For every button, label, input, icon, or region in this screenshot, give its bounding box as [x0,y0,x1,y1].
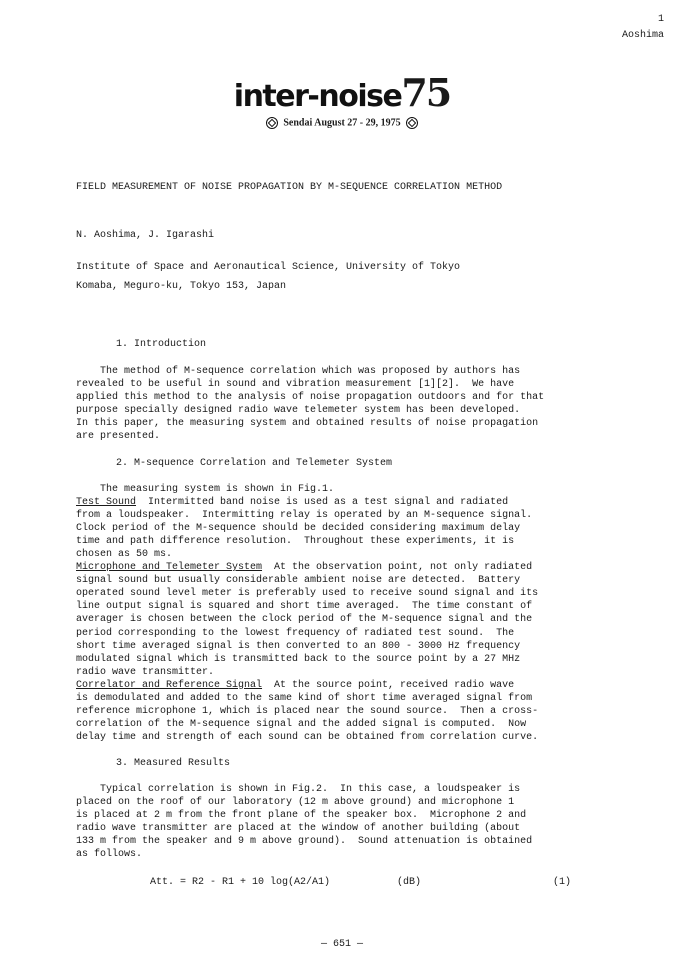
seal-icon [266,117,278,129]
text-line: averager is chosen between the clock period of the M-sequence signal and the [76,614,533,626]
text-line: operated sound level meter is preferably used to receive sound signal and its [76,588,539,600]
text-line: modulated signal which is transmitted back to the source point by a 27 MHz [76,653,521,665]
text-line: signal sound but usually considerable ambient noise are detected. Battery [76,575,521,587]
text-run: At the source point, received radio wave [262,679,515,691]
affiliation-line-2: Komaba, Meguro-ku, Tokyo 153, Japan [76,281,287,292]
conference-logo [0,70,684,129]
text-line: delay time and strength of each sound can be obtained from correlation curve. [76,731,539,743]
text-line: are presented. [76,431,161,443]
section-heading-system: 2. M-sequence Correlation and Telemeter System [116,458,393,469]
subsection-label-correlator: Correlator and Reference Signal [76,679,263,691]
conference-subtitle [0,117,684,129]
affiliation-line-1: Institute of Space and Aeronautical Science, University of Tokyo [76,262,461,273]
page-number: 1 [657,14,664,25]
page-folio: — 651 — [320,939,363,950]
text-line: Typical correlation is shown in Fig.2. In this case, a loudspeaker is [76,784,521,795]
text-line: applied this method to the analysis of noise propagation outdoors and for that [76,392,545,404]
section-body-results [76,783,596,861]
subsection-label-test-sound: Test Sound [76,497,137,509]
text-line: Clock period of the M-sequence should be decided considering maximum delay [76,523,521,535]
subsection-line [76,679,596,692]
logo-text: inter-noise [233,79,402,114]
text-run: At the observation point, not only radiated [262,562,533,574]
text-line: purpose specially designed radio wave telemeter system has been developed. [76,405,521,417]
conference-dates: Sendai August 27 - 29, 1975 [283,117,401,129]
text-line: placed on the roof of our laboratory (12 m above ground) and microphone 1 [76,797,515,809]
section-heading-results: 3. Measured Results [116,758,231,769]
text-line: The measuring system is shown in Fig.1. [76,484,335,495]
text-line: In this paper, the measuring system and obtained results of noise propagation [76,418,539,430]
text-line: is placed at 2 m from the front plane of the speaker box. Microphone 2 and [76,810,527,822]
subsection-line [76,496,596,509]
text-run: Intermitted band noise is used as a test signal and radiated [136,497,509,509]
text-line: revealed to be useful in sound and vibration measurement [1][2]. We have [76,379,515,391]
text-line: short time averaged signal is then converted to an 800 - 3000 Hz frequency [76,640,521,652]
text-line: as follows. [76,849,143,861]
section-heading-introduction: 1. Introduction [116,339,207,350]
text-line: line output signal is squared and short time averaged. The time constant of [76,601,533,613]
page-header [622,12,664,44]
section-body-introduction [76,365,596,443]
section-body-system [76,483,596,744]
text-line: radio wave transmitter. [76,666,215,678]
seal-icon [406,117,418,129]
text-line: The method of M-sequence correlation which was proposed by authors has [76,366,521,377]
equation-expression: Att. = R2 - R1 + 10 log(A2/A1) [150,877,331,888]
text-line: radio wave transmitter are placed at the window of another building (about [76,823,521,835]
text-line: correlation of the M-sequence signal and the added signal is computed. Now [76,718,527,730]
text-line: from a loudspeaker. Intermitting relay is operated by an M-sequence signal. [76,510,533,522]
text-line: time and path difference resolution. Throughout these experiments, it is [76,536,515,548]
paper-title: FIELD MEASUREMENT OF NOISE PROPAGATION BY M-SEQUENCE CORRELATION METHOD [76,182,503,193]
author-tag: Aoshima [621,30,664,41]
equation-number: (1) [553,877,572,888]
text-line: chosen as 50 ms. [76,549,173,561]
subsection-line [76,561,596,574]
text-line: 133 m from the speaker and 9 m above ground). Sound attenuation is obtained [76,836,533,848]
paper-authors: N. Aoshima, J. Igarashi [76,230,215,241]
subsection-label-telemeter: Microphone and Telemeter System [76,562,263,574]
text-line: is demodulated and added to the same kind of short time averaged signal from [76,692,533,704]
text-line: period corresponding to the lowest frequency of radiated test sound. The [76,627,515,639]
text-line: reference microphone 1, which is placed near the sound source. Then a cross- [76,705,539,717]
logo-wordmark [0,70,684,115]
equation-unit: (dB) [397,877,422,888]
logo-year: 75 [401,70,451,115]
